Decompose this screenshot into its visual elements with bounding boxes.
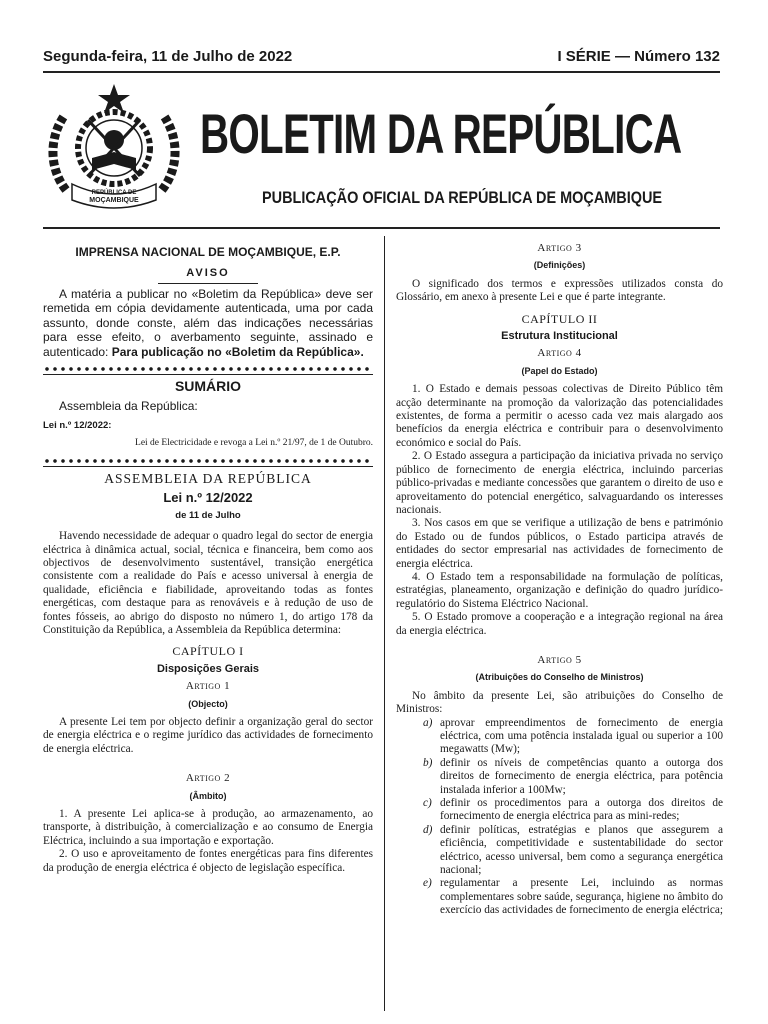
article-3-text: O significado dos termos e expressões utilizados consta do Glossário, em anexo à presente Lei e que é parte integrante. [396,277,723,304]
article-4-subhead: (Papel do Estado) [521,365,598,376]
dotted-divider [43,364,373,375]
article-4-p1: 1. O Estado e demais pessoas colectivas de Direito Público têm acção determinante na promoção da valorização das potencialidades existentes, de forma a permitir o acesso cada vez mais alargado aos benefícios da energia eléctrica e contribuir para o desenvolvimento económico e social do País. [396,383,723,449]
list-text: definir os procedimentos para a outorga dos direitos de fornecimento de energia eléctrica para as mini-redes; [440,797,723,823]
article-2-p1: 1. A presente Lei aplica-se à produção, ao armazenamento, ao transporte, à distribuição, à comercialização e ao consumo de Energia Eléctrica, incluindo a sua importação e exportação. [43,808,373,847]
article-4: Artigo 4 [537,347,582,360]
article-2: Artigo 2 [185,772,231,785]
article-1: Artigo 1 [185,680,231,693]
chapter-1: CAPÍTULO I [172,644,244,659]
chapter-2: CAPÍTULO II [521,311,598,326]
preamble: Havendo necessidade de adequar o quadro legal do sector de energia eléctrica à dinâmica actual, social, técnica e financeira, bem como aos objectivos de desenvolvimento sustentável, transição energética consistente com a realidade do País e acesso universal à energia de qualidade, eficiência e fiabilidade, aproveitando todas as fontes energéticas, com destaque para as renováveis e à redução de uso de fontes fósseis, ao abrigo do disposto no número 1, do artigo 178 da Constituição da República, a Assembleia da República determina: [43,530,373,636]
list-item [396,717,723,757]
list-text: definir políticas, estratégias e planos que assegurem a eficiência, competitividade e sustentabilidade do sector eléctrico, acesso universal, bem como a segurança energética nacional; [440,823,723,877]
list-letter: a) [423,716,433,729]
article-5-subhead: (Atribuições do Conselho de Ministros) [475,672,644,683]
article-3-subhead: (Definições) [533,260,586,271]
article-5-list [396,717,723,918]
list-text: aprovar empreendimentos de fornecimento de energia eléctrica, com uma potência instalada igual ou superior a 100 megawatts (Mw); [440,716,723,756]
article-5-intro: No âmbito da presente Lei, são atribuições do Conselho de Ministros: [396,689,723,716]
article-2-subhead: (Âmbito) [189,790,227,801]
masthead-title: BOLETIM DA REPÚBLICA [200,102,682,165]
aviso-body: A matéria a publicar no «Boletim da República» deve ser remetida em cópia devidamente autenticada, uma por cada assunto, donde conste, além das indicações necessárias para esse efeito, o averbamento seguinte, assinado e autenticado: [43,286,373,359]
list-letter: e) [423,877,432,890]
article-2-p2: 2. O uso e aproveitamento de fontes energéticas para fins diferentes da produção de energia eléctrica é objecto de legislação específica. [43,848,373,874]
emblem-text-1: REPÚBLICA DE [91,190,137,196]
list-letter: b) [423,756,433,769]
list-item [396,797,723,824]
list-text: regulamentar a presente Lei, incluindo as normas complementares sobre saúde, segurança, higiene no âmbito do exercício das actividades de fornecimento de energia eléctrica; [440,877,724,917]
right-column [396,240,723,918]
article-4-p2: 2. O Estado assegura a participação da iniciativa privada no serviço público de fornecimento de energia eléctrica, incluindo parcerias público-privadas e mediante concessões que garantem o direito de uso e aproveitamento do potencial energético, salvaguardando os interesses nacionais. [396,450,723,516]
aviso-title: AVISO [158,267,258,283]
article-5: Artigo 5 [537,653,582,666]
chapter-2-title: Estrutura Institucional [501,330,618,343]
dotted-divider [43,456,373,467]
sumario-lei: Lei n.º 12/2022: [43,420,112,432]
aviso-bold: Para publicação no «Boletim da República». [111,344,364,359]
masthead-rule [43,227,720,229]
sumario-assembly: Assembleia da República: [59,398,198,413]
lei-title: Lei n.º 12/2022 [163,490,253,506]
list-item [396,757,723,797]
list-letter: c) [423,797,432,810]
list-item [396,824,723,878]
sumario-desc: Lei de Electricidade e revoga a Lei n.º 21/97, de 1 de Outubro. [135,437,373,448]
masthead-subtitle: PUBLICAÇÃO OFICIAL DA REPÚBLICA DE MOÇAMBIQUE [262,188,663,207]
chapter-1-title: Disposições Gerais [156,662,260,675]
lei-date: de 11 de Julho [175,509,241,521]
list-text: definir os níveis de competências quanto a outorga dos direitos de fornecimento de energia eléctrica, para potência instalada inferior a 100Mw; [440,756,723,796]
article-1-text: A presente Lei tem por objecto definir a organização geral do sector de energia eléctrica e o regime jurídico das actividades de fornecimento de energia eléctrica. [43,716,373,755]
list-item [396,877,723,917]
mozambique-emblem-icon [44,80,184,212]
article-1-subhead: (Objecto) [188,698,228,709]
issue-date: Segunda-feira, 11 de Julho de 2022 [43,47,293,65]
press-name: IMPRENSA NACIONAL DE MOÇAMBIQUE, E.P. [75,245,341,259]
sumario-heading: SUMÁRIO [174,378,242,395]
article-3: Artigo 3 [537,242,582,254]
header-line [43,45,720,67]
issue-series: I SÉRIE — Número 132 [557,47,720,65]
list-letter: d) [423,823,433,836]
aviso-text [43,287,373,360]
article-4-p5: 5. O Estado promove a cooperação e a integração regional na área da energia eléctrica. [396,611,723,637]
column-divider [384,236,385,1011]
assembleia-heading: ASSEMBLEIA DA REPÚBLICA [104,470,312,486]
article-4-p3: 3. Nos casos em que se verifique a utilização de bens e património do Estado ou de fundos públicos, o Estado participa através de entidades do sector empresarial nas actividades de fornecimento de energia eléctrica. [396,517,723,570]
emblem-text-2: MOÇAMBIQUE [89,197,139,204]
article-4-p4: 4. O Estado tem a responsabilidade na formulação de políticas, estratégias, planeamento, organização e definição do quadro jurídico-regulatório do Sistema Eléctrico Nacional. [396,570,723,610]
left-column [43,240,373,875]
header-rule [43,71,720,73]
